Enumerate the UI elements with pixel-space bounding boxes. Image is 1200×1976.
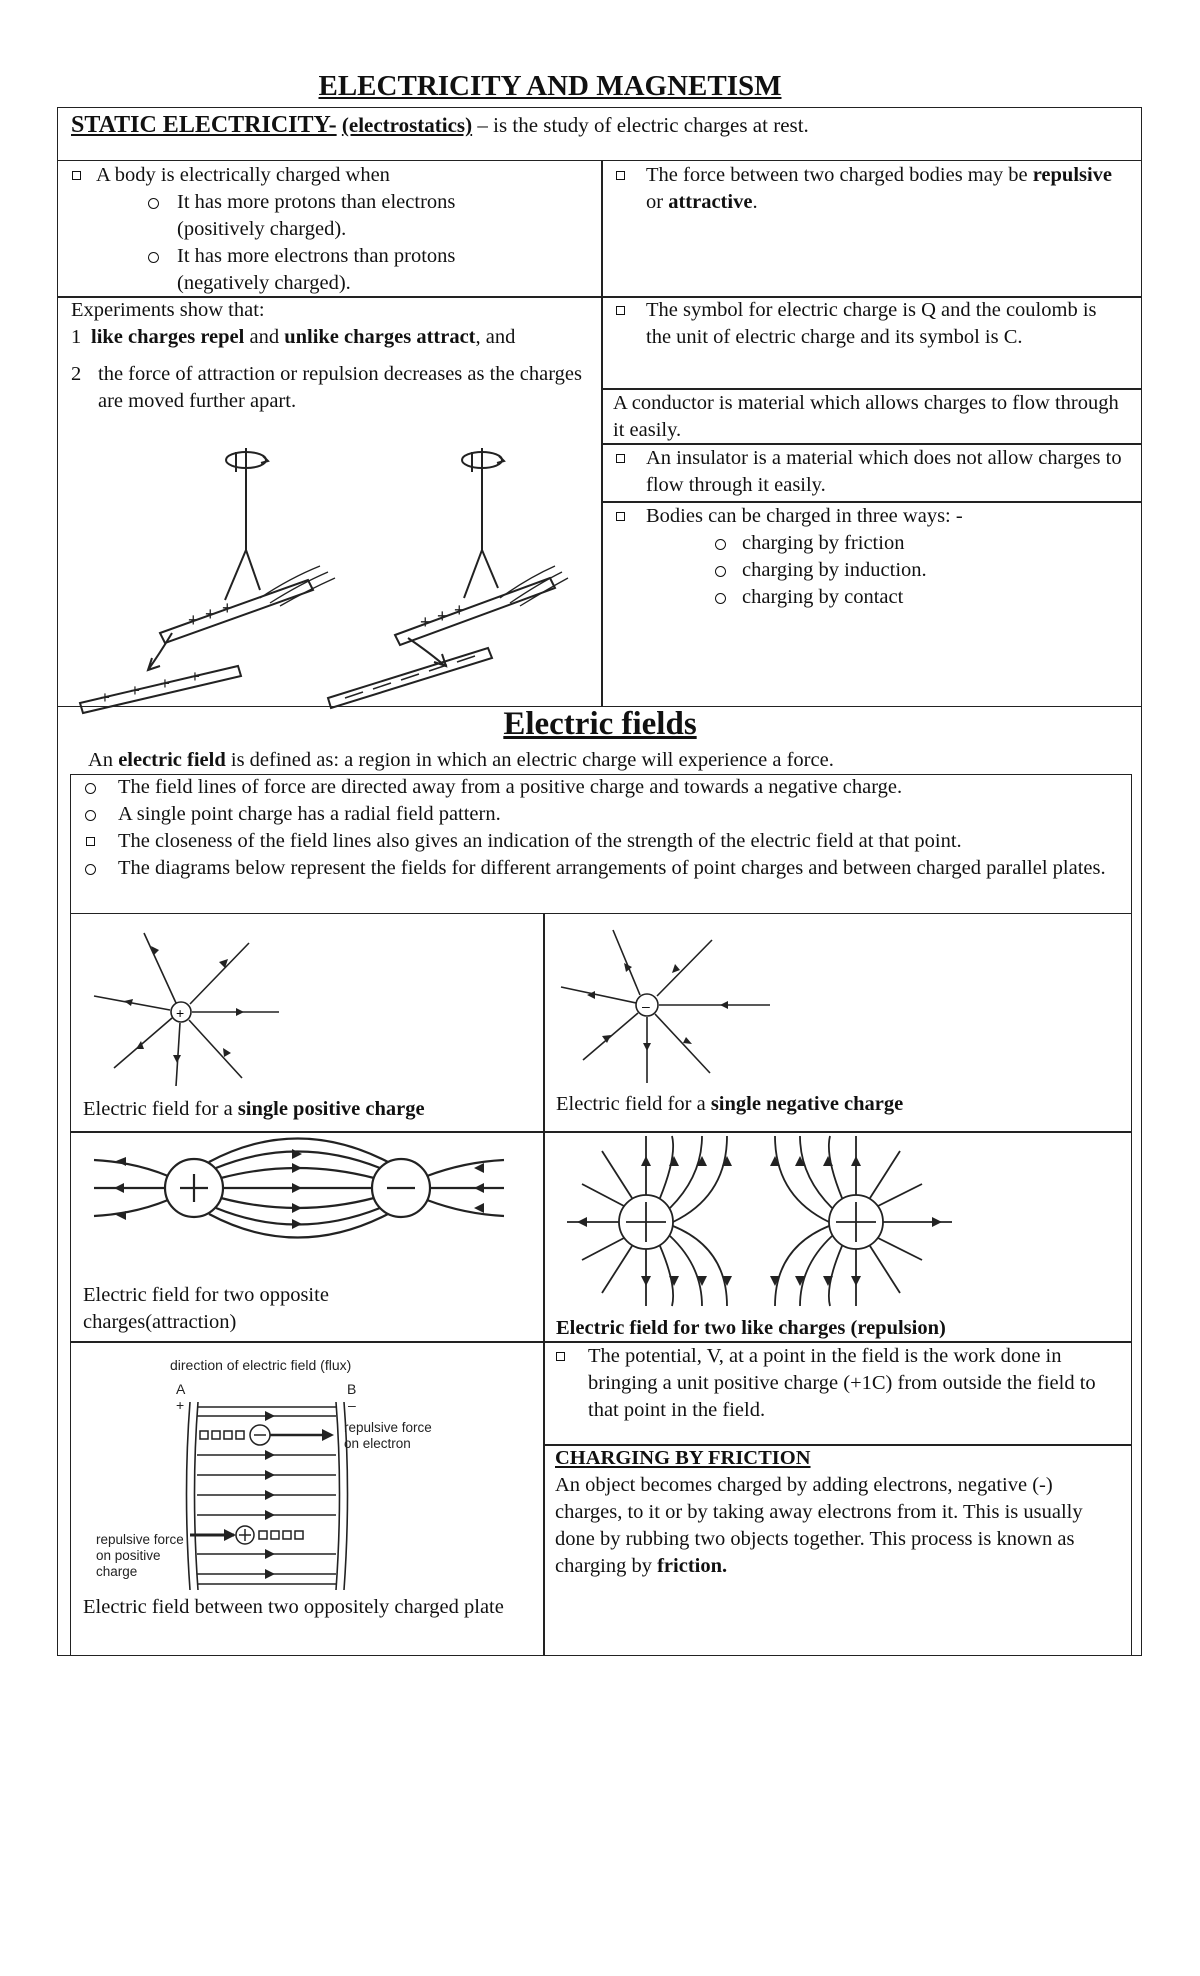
experiments-and: and bbox=[244, 326, 285, 348]
caption-pos-pre: Electric field for a bbox=[83, 1098, 238, 1120]
caption-parallel-plates: Electric field between two oppositely charged plate bbox=[83, 1596, 504, 1618]
caption-opposite-charges: Electric field for two opposite charges(attraction) bbox=[83, 1284, 329, 1333]
experiments-line-2: the force of attraction or repulsion decreases as the charges are moved further apart. bbox=[98, 363, 583, 412]
insulator-note bbox=[606, 445, 1126, 499]
plate-a-label: A bbox=[176, 1381, 186, 1397]
static-paren: (electrostatics) bbox=[341, 113, 473, 137]
field-bullet: A single point charge has a radial field pattern. bbox=[118, 803, 501, 825]
like-charges-repel: like charges repel bbox=[91, 326, 245, 348]
charging-way-item: charging by induction. bbox=[742, 559, 927, 581]
caption-single-negative bbox=[556, 1091, 903, 1118]
caption-pos-bold: single positive charge bbox=[237, 1098, 425, 1120]
rod-charge-sign: + bbox=[420, 612, 431, 632]
static-heading-line bbox=[71, 112, 809, 139]
charging-way-item: charging by friction bbox=[742, 532, 905, 554]
checkbox-bullet-icon bbox=[616, 512, 625, 521]
rep-positive-label-1: repulsive force bbox=[96, 1532, 184, 1547]
rep-electron-label-1: repulsive force bbox=[344, 1420, 432, 1435]
rod-charge-sign: + bbox=[454, 600, 465, 620]
potential-note-text: The potential, V, at a point in the field is the work done in bringing a unit positive charge (+1C) from outside the field to that point in the field. bbox=[588, 1345, 1096, 1421]
circle-bullet-icon bbox=[715, 566, 726, 577]
charged-body-item-1: It has more protons than electrons (positively charged). bbox=[177, 191, 456, 240]
charged-body-intro: A body is electrically charged when bbox=[96, 164, 390, 186]
plate-minus-label: – bbox=[348, 1397, 356, 1413]
field-bullets bbox=[72, 774, 1127, 882]
rep-positive-label-3: charge bbox=[96, 1564, 138, 1579]
checkbox-bullet-icon bbox=[616, 306, 625, 315]
force-attractive: attractive bbox=[668, 191, 753, 213]
symbol-note bbox=[606, 297, 1126, 351]
charged-body-item-2: It has more electrons than protons (negatively charged). bbox=[177, 245, 456, 294]
rod-charge-sign: + bbox=[437, 606, 448, 626]
experiments-block bbox=[71, 297, 591, 415]
field-bullet: The field lines of force are directed away from a positive charge and towards a negative charge. bbox=[118, 776, 903, 798]
rep-positive-label-2: on positive bbox=[96, 1548, 161, 1563]
circle-bullet-icon bbox=[85, 810, 96, 821]
force-note bbox=[606, 162, 1126, 216]
rod-charge-sign: + bbox=[100, 688, 110, 707]
symbol-note-text: The symbol for electric charge is Q and the coulomb is the unit of electric charge and its symbol is C. bbox=[646, 299, 1097, 348]
plate-b-label: B bbox=[347, 1381, 357, 1397]
circle-bullet-icon bbox=[715, 593, 726, 604]
unlike-charges-attract: unlike charges attract bbox=[284, 326, 476, 348]
rod-charge-sign: + bbox=[160, 674, 170, 693]
rep-electron-label-2: on electron bbox=[344, 1436, 411, 1451]
experiments-number-2: 2 bbox=[71, 363, 82, 385]
circle-bullet-icon bbox=[148, 252, 159, 263]
checkbox-bullet-icon bbox=[616, 171, 625, 180]
caption-neg-pre: Electric field for a bbox=[556, 1093, 711, 1115]
static-heading: STATIC ELECTRICITY- bbox=[71, 112, 337, 138]
friction-text: An object becomes charged by adding electrons, negative (-) charges, to it or by taking away electrons from it. This is usually done by rubbing two objects together. This process is known as charging by bbox=[555, 1474, 1083, 1577]
experiments-number-1: 1 bbox=[71, 326, 82, 348]
experiments-end: , and bbox=[475, 326, 516, 348]
force-end: . bbox=[752, 191, 758, 213]
charged-body-block bbox=[60, 162, 595, 297]
charging-way-item: charging by contact bbox=[742, 586, 904, 608]
rod-charge-sign: + bbox=[188, 610, 199, 630]
single-negative-charge-diagram bbox=[555, 925, 795, 1085]
force-repulsive: repulsive bbox=[1032, 164, 1113, 186]
force-note-pre: The force between two charged bodies may be bbox=[646, 164, 1033, 186]
rod-charge-sign: + bbox=[205, 604, 216, 624]
caption-neg-bold: single negative charge bbox=[710, 1093, 904, 1115]
circle-bullet-icon bbox=[715, 539, 726, 550]
checkbox-bullet-icon bbox=[556, 1352, 565, 1361]
field-bullet: The closeness of the field lines also gives an indication of the strength of the electric field at that point. bbox=[118, 830, 962, 852]
friction-bold: friction. bbox=[657, 1555, 728, 1577]
rod-charge-sign: + bbox=[222, 598, 233, 618]
charge-sign: + bbox=[176, 1005, 185, 1021]
circle-bullet-icon bbox=[148, 198, 159, 209]
checkbox-bullet-icon bbox=[72, 171, 81, 180]
rod-charge-sign: + bbox=[130, 681, 140, 700]
charging-by-friction bbox=[555, 1445, 1125, 1580]
plate-plus-label: + bbox=[176, 1397, 185, 1413]
grid-line bbox=[70, 1131, 1132, 1133]
caption-like-charges: Electric field for two like charges (repulsion) bbox=[556, 1317, 946, 1339]
charging-ways-intro: Bodies can be charged in three ways: - bbox=[646, 505, 963, 527]
opposite-charges-diagram bbox=[84, 1140, 534, 1240]
static-definition: – is the study of electric charges at rest. bbox=[472, 113, 809, 137]
rod-charge-sign: + bbox=[190, 667, 200, 686]
definition-rest: is defined as: a region in which an electric charge will experience a force. bbox=[225, 749, 834, 771]
charging-ways bbox=[606, 503, 1126, 611]
electric-field-definition bbox=[88, 747, 1128, 774]
diagram-grid-divider bbox=[543, 913, 545, 1656]
plate-direction-label: direction of electric field (flux) bbox=[170, 1357, 352, 1373]
caption-single-positive bbox=[83, 1096, 425, 1123]
definition-bold: electric field bbox=[118, 749, 226, 771]
circle-bullet-icon bbox=[85, 864, 96, 875]
top-grid-divider bbox=[601, 161, 603, 707]
conductor-note: A conductor is material which allows charges to flow through it easily. bbox=[613, 392, 1119, 441]
field-bullet: The diagrams below represent the fields for different arrangements of point charges and between charged parallel plates. bbox=[118, 857, 1106, 879]
parallel-plates-diagram bbox=[90, 1352, 460, 1592]
definition-pre: An bbox=[88, 749, 119, 771]
circle-bullet-icon bbox=[85, 783, 96, 794]
single-positive-charge-diagram bbox=[84, 928, 314, 1088]
friction-heading: CHARGING BY FRICTION bbox=[555, 1447, 811, 1469]
experiments-intro: Experiments show that: bbox=[71, 299, 265, 321]
potential-note bbox=[548, 1343, 1128, 1424]
force-or: or bbox=[646, 191, 669, 213]
page-title: ELECTRICITY AND MAGNETISM bbox=[318, 70, 782, 102]
checkbox-bullet-icon bbox=[616, 454, 625, 463]
checkbox-bullet-icon bbox=[86, 837, 95, 846]
like-charges-diagram bbox=[562, 1136, 982, 1306]
charge-sign: – bbox=[642, 998, 650, 1014]
insulator-note-text: An insulator is a material which does not allow charges to flow through it easily. bbox=[646, 447, 1122, 496]
electric-fields-heading: Electric fields bbox=[503, 706, 697, 742]
charged-rods-diagram bbox=[60, 448, 600, 708]
